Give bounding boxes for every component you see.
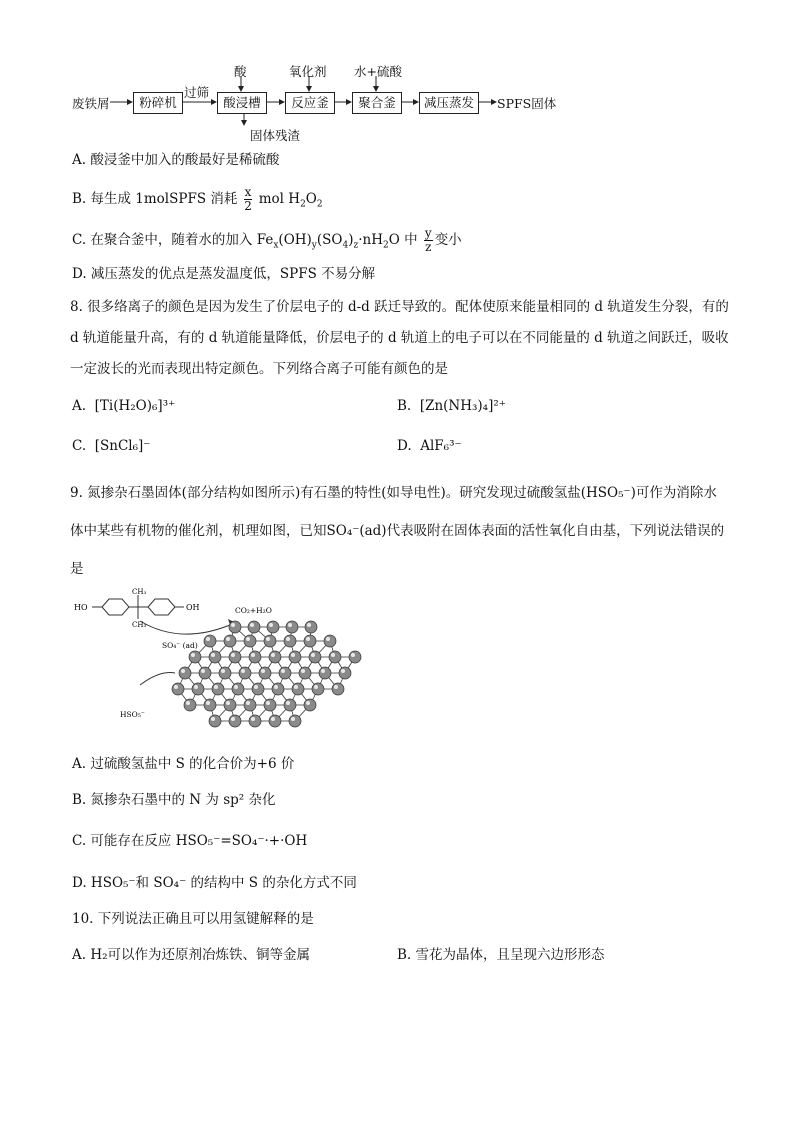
fig-so4-label: SO₄⁻ (ad): [162, 641, 198, 650]
lattice-atom: [319, 667, 331, 679]
q7-b-sub1: 2: [300, 199, 306, 210]
flow-box-evaporation: 减压蒸发: [419, 92, 479, 114]
lattice-atom-highlight: [314, 685, 318, 689]
q10-option-b: B. 雪花为晶体，且呈现六边形形态: [397, 947, 605, 963]
q9-option-d: D. HSO₅⁻和 SO₄⁻ 的结构中 S 的杂化方式不同: [72, 875, 357, 891]
lattice-atom: [339, 667, 351, 679]
lattice-atom: [204, 635, 216, 647]
q7-c-den: z: [425, 240, 432, 254]
fig-ch3-bottom: CH₃: [132, 621, 147, 629]
lattice-atom: [289, 651, 301, 663]
lattice-atom: [292, 683, 304, 695]
q7-c-close: ): [348, 232, 354, 248]
q7-b-sub2: 2: [316, 199, 323, 210]
lattice-atom-highlight: [194, 685, 198, 689]
q8-d-formula: AlF₆³⁻: [420, 438, 462, 454]
flow-box-crusher: 粉碎机: [133, 92, 183, 114]
lattice-atom-highlight: [311, 653, 315, 657]
q9-mechanism-figure: [70, 585, 380, 745]
lattice-atom-highlight: [306, 701, 310, 705]
q7-c-so4: (SO: [316, 232, 343, 248]
lattice-atom: [305, 621, 317, 633]
lattice-atom-highlight: [306, 637, 310, 641]
q9-stem: 9. 氮掺杂石墨固体(部分结构如图所示)有石墨的特性(如导电性)。研究发现过硫酸氢盐(HSO₅⁻)可作为消除水体中某些有机物的催化剂，机理如图，已知SO₄⁻(ad)代表吸附在固体表面的活性氧化自由基，下列说法错误的是: [70, 485, 725, 577]
lattice-atom-highlight: [281, 669, 285, 673]
lattice-atom-highlight: [246, 701, 250, 705]
lattice-atom-highlight: [214, 685, 218, 689]
lattice-atom: [324, 635, 336, 647]
q7-option-a: A. 酸浸釜中加入的酸最好是稀硫酸: [72, 152, 280, 168]
flow-box-leach: 酸浸槽: [217, 92, 267, 114]
lattice-atom: [209, 651, 221, 663]
q7-c-4: 4: [342, 240, 349, 251]
q7-c-z: z: [353, 240, 359, 251]
lattice-atom-highlight: [251, 653, 255, 657]
lattice-atom: [267, 621, 279, 633]
lattice-atom: [289, 715, 301, 727]
lattice-atom: [244, 635, 256, 647]
lattice-atom-highlight: [334, 685, 338, 689]
q9-option-a: A. 过硫酸氢盐中 S 的化合价为+6 价: [72, 756, 295, 772]
q7-b-den: 2: [244, 199, 252, 213]
lattice-atom-highlight: [269, 623, 273, 627]
lattice-atom: [269, 651, 281, 663]
q8-c-label: C.: [72, 438, 87, 454]
lattice-atom: [192, 683, 204, 695]
fig-ch3-top: CH₃: [132, 588, 147, 596]
lattice-atom-highlight: [241, 669, 245, 673]
fig-oh-label: OH: [186, 603, 200, 612]
lattice-atom: [224, 635, 236, 647]
q7-option-d: D. 减压蒸发的优点是蒸发温度低，SPFS 不易分解: [72, 266, 376, 282]
flow-arrows: [0, 0, 794, 150]
lattice-atom-highlight: [234, 685, 238, 689]
lattice-atom: [312, 683, 324, 695]
q7-c-post: 变小: [434, 232, 462, 248]
flow-start: 废铁屑: [72, 96, 110, 111]
lattice-atom-highlight: [341, 669, 345, 673]
q10-option-a: A. H₂可以作为还原剂冶炼铁、铜等金属: [72, 947, 311, 963]
q8-option-a: [72, 396, 175, 416]
lattice-atom-highlight: [246, 637, 250, 641]
q8-a-formula: [Ti(H₂O)₆]³⁺: [94, 398, 176, 414]
lattice-atom-highlight: [206, 701, 210, 705]
q8-option-d: [397, 436, 462, 456]
q9-option-c: C. 可能存在反应 HSO₅⁻=SO₄⁻·+·OH: [72, 833, 308, 849]
q7-c-oh: (OH): [278, 232, 312, 248]
mechanism-diagram: [70, 585, 380, 745]
lattice-atom-highlight: [271, 653, 275, 657]
lattice-atom: [189, 651, 201, 663]
lattice-atom-highlight: [226, 701, 230, 705]
lattice-atom: [259, 667, 271, 679]
flow-input-acid: 酸: [234, 64, 247, 79]
lattice-atom: [349, 651, 361, 663]
fig-product-label: CO₂+H₂O: [235, 606, 272, 615]
lattice-atom: [304, 635, 316, 647]
q7-b-unit: mol H: [258, 191, 301, 207]
lattice-atom: [224, 699, 236, 711]
flow-input-oxidant: 氧化剂: [289, 64, 327, 79]
lattice-atom-highlight: [250, 623, 254, 627]
lattice-atom: [184, 699, 196, 711]
q7-option-c: [72, 227, 462, 256]
lattice-atom-highlight: [286, 637, 290, 641]
flow-output-residue: 固体残渣: [250, 128, 301, 143]
lattice-atom-highlight: [291, 653, 295, 657]
lattice-atom-highlight: [351, 653, 355, 657]
lattice-atom-highlight: [288, 623, 292, 627]
q7-c-2: 2: [383, 240, 389, 251]
lattice-atom-highlight: [291, 717, 295, 721]
q7-option-b: [72, 186, 323, 215]
lattice-atom-highlight: [206, 637, 210, 641]
lattice-atom: [244, 699, 256, 711]
q7-c-fraction: [424, 227, 433, 254]
lattice-atom-highlight: [326, 637, 330, 641]
lattice-atom: [249, 651, 261, 663]
lattice-atom-highlight: [321, 669, 325, 673]
flow-label-sieve: 过筛: [184, 85, 210, 100]
lattice-atom: [252, 683, 264, 695]
lattice-atom: [284, 635, 296, 647]
lattice-atom: [229, 621, 241, 633]
lattice-atom: [239, 667, 251, 679]
lattice-atom: [269, 715, 281, 727]
lattice-atom: [179, 667, 191, 679]
lattice-atom-highlight: [191, 653, 195, 657]
flow-box-polymerizer: 聚合釜: [352, 92, 402, 114]
q8-b-formula: [Zn(NH₃)₄]²⁺: [419, 398, 506, 414]
lattice-atom: [299, 667, 311, 679]
lattice-atom-highlight: [231, 717, 235, 721]
lattice-atom: [229, 715, 241, 727]
lattice-atom-highlight: [201, 669, 205, 673]
lattice-atom-highlight: [181, 669, 185, 673]
lattice-atom: [212, 683, 224, 695]
lattice-atom: [264, 699, 276, 711]
fig-hso5-label: HSO₅⁻: [120, 710, 145, 719]
q8-b-label: B.: [397, 398, 412, 414]
q7-c-text: C. 在聚合釜中，随着水的加入 Fe: [72, 232, 274, 248]
lattice-atom-highlight: [231, 653, 235, 657]
q8-option-b: [397, 396, 506, 416]
lattice-atom-highlight: [286, 701, 290, 705]
lattice-atom: [264, 635, 276, 647]
lattice-atom-highlight: [211, 653, 215, 657]
lattice-atom: [304, 699, 316, 711]
lattice-atom: [219, 667, 231, 679]
lattice-atom-highlight: [294, 685, 298, 689]
q7-c-x: x: [273, 240, 279, 251]
lattice-atom-highlight: [226, 637, 230, 641]
q7-b-o: O: [305, 191, 317, 207]
lattice-atom-highlight: [266, 701, 270, 705]
q7-c-h2o: ·nH: [358, 232, 384, 248]
lattice-atom: [272, 683, 284, 695]
lattice-atom: [284, 699, 296, 711]
lattice-atom: [204, 699, 216, 711]
lattice-atom: [248, 621, 260, 633]
q8-a-label: A.: [72, 398, 87, 414]
q7-c-o: O 中: [388, 232, 418, 248]
lattice-atom-highlight: [274, 685, 278, 689]
lattice-atom-highlight: [266, 637, 270, 641]
lattice-atom: [232, 683, 244, 695]
flow-end: SPFS固体: [497, 96, 557, 111]
lattice-atom-highlight: [231, 623, 235, 627]
lattice-atom: [279, 667, 291, 679]
q7-b-fraction: [244, 186, 253, 213]
lattice-atom-highlight: [186, 701, 190, 705]
q8-d-label: D.: [397, 438, 412, 454]
lattice-atom: [172, 683, 184, 695]
lattice-atom-highlight: [254, 685, 258, 689]
lattice-atom-highlight: [174, 685, 178, 689]
q7-c-y: y: [311, 240, 317, 251]
lattice-atom-highlight: [307, 623, 311, 627]
lattice-atom: [199, 667, 211, 679]
q7-b-num: x: [244, 185, 252, 199]
lattice-atom: [286, 621, 298, 633]
lattice-atom-highlight: [301, 669, 305, 673]
lattice-atom-highlight: [331, 653, 335, 657]
flow-box-reactor: 反应釜: [285, 92, 335, 114]
lattice-atom: [229, 651, 241, 663]
fig-ho-label: HO: [74, 603, 88, 612]
lattice-atom: [309, 651, 321, 663]
lattice-atom-highlight: [251, 717, 255, 721]
flow-input-water-acid: 水+硫酸: [354, 64, 402, 79]
lattice-atom: [329, 651, 341, 663]
lattice-atom: [209, 715, 221, 727]
q9-option-b: B. 氮掺杂石墨中的 N 为 sp² 杂化: [72, 792, 276, 808]
q10-stem: 10. 下列说法正确且可以用氢键解释的是: [72, 911, 314, 927]
q7-c-num: y: [424, 226, 432, 240]
q8-stem: 8. 很多络离子的颜色是因为发生了价层电子的 d-d 跃迁导致的。配体使原来能量相同的 d 轨道发生分裂，有的 d 轨道能量升高，有的 d 轨道能量降低，价层电子的 d 轨道上的电子可以在不同能量的 d 轨道之间跃迁，吸收一定波长的光而表现出特定颜色。下列络合离子可能有颜色的是: [70, 299, 729, 377]
lattice-atom: [249, 715, 261, 727]
q8-option-c: [72, 436, 150, 456]
q8-c-formula: [SnCl₆]⁻: [94, 438, 151, 454]
lattice-atom-highlight: [221, 669, 225, 673]
lattice-atom-highlight: [271, 717, 275, 721]
lattice-atom-highlight: [211, 717, 215, 721]
q7-b-text: B. 每生成 1molSPFS 消耗: [72, 191, 238, 207]
lattice-atom-highlight: [261, 669, 265, 673]
lattice-atom: [332, 683, 344, 695]
